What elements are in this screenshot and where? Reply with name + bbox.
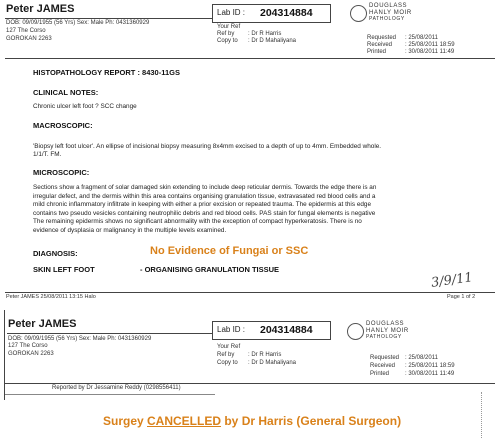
printed-value: : 30/08/2011 11:49 bbox=[405, 49, 455, 55]
copy-to-label: Copy to bbox=[217, 38, 238, 44]
page2-left-edge bbox=[4, 310, 5, 400]
skin-diagnosis: - ORGANISING GRANULATION TISSUE bbox=[140, 265, 280, 274]
patient-address-line1: 127 The Corso bbox=[6, 28, 46, 34]
clinical-notes-heading: CLINICAL NOTES: bbox=[33, 88, 99, 97]
header-divider bbox=[5, 383, 495, 384]
your-ref-label: Your Ref bbox=[217, 344, 241, 350]
macroscopic-line2: 1/1/T. FM. bbox=[33, 151, 62, 158]
ref-by-value: : Dr R Harris bbox=[248, 31, 282, 37]
patient-dob: DOB: 09/09/1955 (56 Yrs) Sex: Male Ph: 0431360929 bbox=[6, 20, 150, 26]
received-value: : 25/08/2011 18:59 bbox=[405, 363, 455, 369]
microscopic-line: contains two pseudo vesicles containing neutrophilic debris and red blood cells. PAS stain for fungal elements is negative bbox=[33, 209, 376, 217]
microscopic-line: mild chronic inflammatory infiltrate in keeping with either a prior excision or repeated trauma. The epidermis at this edge bbox=[33, 201, 372, 209]
received-value: : 25/08/2011 18:59 bbox=[405, 42, 455, 48]
requested-label: Requested bbox=[370, 355, 400, 361]
scan-edge bbox=[481, 392, 492, 438]
copy-to-label: Copy to bbox=[217, 360, 238, 366]
patient-address-line2: GOROKAN 2263 bbox=[8, 351, 54, 357]
lab-id-value: 204314884 bbox=[260, 324, 313, 336]
divider bbox=[5, 18, 215, 19]
macroscopic-line1: 'Biopsy left foot ulcer'. An ellipse of incisional biopsy measuring 8x4mm excised to a depth of up to 4mm. Embedded whole. bbox=[33, 143, 382, 150]
logo-line3: PATHOLOGY bbox=[369, 16, 405, 22]
lab-logo bbox=[366, 321, 409, 341]
logo-line3: PATHOLOGY bbox=[366, 334, 402, 340]
lab-id-value: 204314884 bbox=[260, 7, 313, 19]
microscopic-line: evidence of dysplasia or malignancy in the multiple levels examined. bbox=[33, 226, 227, 234]
logo-line2: HANLY MOIR bbox=[366, 327, 409, 334]
reported-by: Reported by Dr Jessamine Reddy (0298556411) bbox=[52, 385, 181, 391]
logo-line1: DOUGLASS bbox=[366, 321, 405, 327]
report-title: HISTOPATHOLOGY REPORT : 8430-11GS bbox=[33, 68, 180, 77]
requested-value: : 25/08/2011 bbox=[405, 355, 438, 361]
ref-by-value: : Dr R Harris bbox=[248, 352, 282, 358]
printed-label: Printed bbox=[367, 49, 387, 55]
lab-id-box bbox=[212, 4, 331, 23]
requested-label: Requested bbox=[367, 35, 397, 41]
received-label: Received bbox=[367, 42, 393, 48]
microscopic-heading: MICROSCOPIC: bbox=[33, 168, 90, 177]
your-ref-label: Your Ref bbox=[217, 24, 241, 30]
page1-footer-right: Page 1 of 2 bbox=[447, 294, 476, 300]
diagnosis-heading: DIAGNOSIS: bbox=[33, 249, 78, 258]
logo-line2: HANLY MOIR bbox=[369, 9, 412, 16]
page1-footer-left: Peter JAMES 25/08/2011 13:15 Halo bbox=[6, 294, 96, 300]
header-divider bbox=[5, 58, 495, 59]
ref-by-label: Ref by bbox=[217, 352, 235, 358]
microscopic-line: The remaining epidermis shows no significant abnormality with the exception of compact hyperkeratosis. There is no bbox=[33, 218, 362, 226]
lab-id-box bbox=[212, 321, 331, 340]
lab-id-label: Lab ID : bbox=[217, 325, 246, 334]
annotation-cancelled: CANCELLED bbox=[147, 414, 222, 428]
patient-name: Peter JAMES bbox=[8, 318, 77, 330]
patient-address-line1: 127 The Corso bbox=[8, 343, 48, 349]
received-label: Received bbox=[370, 363, 396, 369]
clinical-notes-text: Chronic ulcer left foot ? SCC change bbox=[33, 103, 137, 110]
annotation-part2: by Dr Harris (General Surgeon) bbox=[221, 414, 402, 428]
annotation-no-evidence: No Evidence of Fungai or SSC bbox=[150, 245, 309, 257]
microscopic-line: irregular defect, and the dermis within this area contains organising granulation tissue, extravasated red blood cells and a bbox=[33, 192, 376, 200]
footer-divider bbox=[5, 292, 495, 293]
skin-label: SKIN LEFT FOOT bbox=[33, 265, 95, 274]
annotation-part1: Surgey bbox=[103, 414, 148, 428]
lab-logo-icon bbox=[347, 323, 364, 340]
ref-by-label: Ref by bbox=[217, 31, 235, 37]
patient-name: Peter JAMES bbox=[6, 3, 75, 15]
printed-label: Printed bbox=[370, 371, 390, 377]
lab-id-label: Lab ID : bbox=[217, 8, 246, 17]
macroscopic-heading: MACROSCOPIC: bbox=[33, 121, 93, 130]
logo-line1: DOUGLASS bbox=[369, 3, 408, 9]
divider bbox=[7, 333, 214, 334]
requested-value: : 25/08/2011 bbox=[405, 35, 438, 41]
lab-logo-icon bbox=[350, 5, 367, 22]
microscopic-text bbox=[33, 184, 376, 236]
surgery-cancelled-annotation bbox=[103, 414, 401, 428]
handwritten-date: 3/9/11 bbox=[430, 270, 474, 291]
patient-address-line2: GOROKAN 2263 bbox=[6, 36, 52, 42]
patient-dob: DOB: 09/09/1955 (56 Yrs) Sex: Male Ph: 0431360929 bbox=[8, 336, 152, 342]
lab-logo bbox=[369, 3, 412, 23]
microscopic-line: Sections show a fragment of solar damaged skin extending to include deep reticular dermis. Towards the edge there is an bbox=[33, 184, 377, 191]
copy-to-value: : Dr D Mahaliyana bbox=[248, 38, 297, 44]
divider bbox=[5, 394, 215, 395]
copy-to-value: : Dr D Mahaliyana bbox=[248, 360, 297, 366]
printed-value: : 30/08/2011 11:49 bbox=[405, 371, 455, 377]
